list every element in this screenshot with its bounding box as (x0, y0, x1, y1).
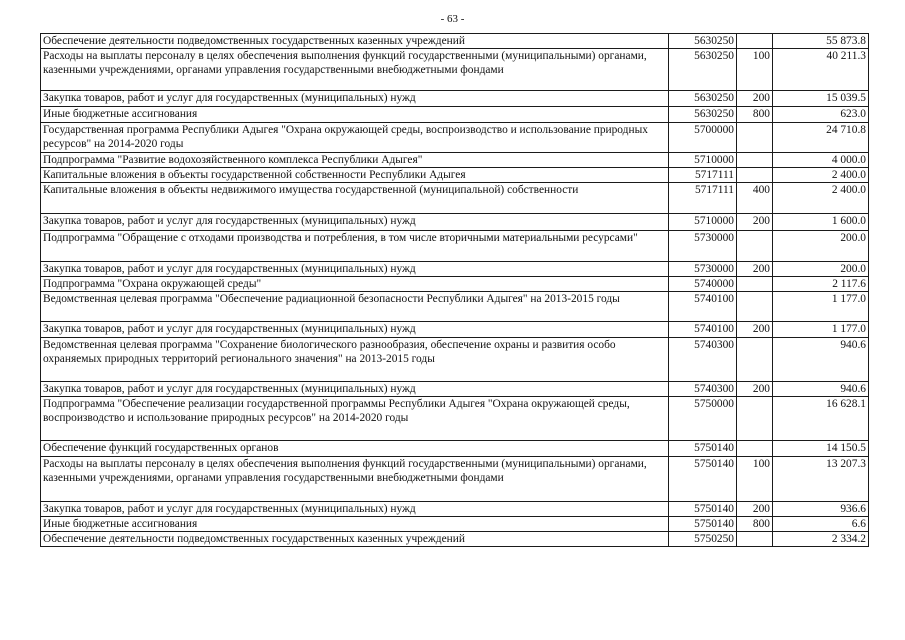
row-amount: 55 873.8 (773, 34, 869, 49)
row-target-code: 5740100 (669, 322, 737, 338)
row-target-code: 5730000 (669, 262, 737, 277)
row-amount: 936.6 (773, 502, 869, 517)
row-expense-type (737, 123, 773, 153)
row-expense-type: 200 (737, 502, 773, 517)
row-target-code: 5717111 (669, 168, 737, 183)
row-description: Закупка товаров, работ и услуг для государственных (муниципальных) нужд (41, 91, 669, 107)
row-amount: 6.6 (773, 517, 869, 532)
row-amount: 1 600.0 (773, 214, 869, 231)
row-expense-type: 100 (737, 457, 773, 502)
row-amount: 24 710.8 (773, 123, 869, 153)
table-row (41, 322, 869, 338)
row-target-code: 5730000 (669, 231, 737, 262)
row-amount: 14 150.5 (773, 441, 869, 457)
table-row (41, 123, 869, 153)
row-amount: 200.0 (773, 262, 869, 277)
table-row (41, 502, 869, 517)
row-amount: 40 211.3 (773, 49, 869, 91)
table-row (41, 153, 869, 168)
table-row (41, 397, 869, 441)
row-description: Закупка товаров, работ и услуг для государственных (муниципальных) нужд (41, 262, 669, 277)
row-description: Капитальные вложения в объекты государственной собственности Республики Адыгея (41, 168, 669, 183)
row-target-code: 5750250 (669, 532, 737, 547)
table-row (41, 382, 869, 397)
row-target-code: 5750140 (669, 517, 737, 532)
row-expense-type: 200 (737, 322, 773, 338)
row-expense-type: 200 (737, 214, 773, 231)
row-expense-type: 200 (737, 262, 773, 277)
row-target-code: 5740100 (669, 292, 737, 322)
row-description: Подпрограмма "Развитие водохозяйственного комплекса Республики Адыгея" (41, 153, 669, 168)
table-row (41, 231, 869, 262)
table-row (41, 292, 869, 322)
row-amount: 15 039.5 (773, 91, 869, 107)
table-row (41, 277, 869, 292)
row-expense-type (737, 153, 773, 168)
row-expense-type (737, 292, 773, 322)
table-row (41, 457, 869, 502)
row-target-code: 5750000 (669, 397, 737, 441)
row-description: Закупка товаров, работ и услуг для государственных (муниципальных) нужд (41, 214, 669, 231)
row-description: Закупка товаров, работ и услуг для государственных (муниципальных) нужд (41, 502, 669, 517)
row-target-code: 5630250 (669, 91, 737, 107)
row-expense-type: 200 (737, 91, 773, 107)
row-amount: 623.0 (773, 107, 869, 123)
row-target-code: 5740300 (669, 338, 737, 382)
row-target-code: 5710000 (669, 153, 737, 168)
table-row (41, 262, 869, 277)
row-amount: 2 400.0 (773, 168, 869, 183)
row-target-code: 5740300 (669, 382, 737, 397)
row-amount: 1 177.0 (773, 322, 869, 338)
row-description: Закупка товаров, работ и услуг для государственных (муниципальных) нужд (41, 322, 669, 338)
table-row (41, 532, 869, 547)
row-description: Иные бюджетные ассигнования (41, 517, 669, 532)
row-expense-type (737, 277, 773, 292)
row-target-code: 5717111 (669, 183, 737, 214)
row-target-code: 5750140 (669, 457, 737, 502)
table-row (41, 91, 869, 107)
row-description: Подпрограмма "Охрана окружающей среды" (41, 277, 669, 292)
row-amount: 2 117.6 (773, 277, 869, 292)
row-target-code: 5710000 (669, 214, 737, 231)
table-row (41, 34, 869, 49)
row-target-code: 5750140 (669, 502, 737, 517)
table-row (41, 168, 869, 183)
row-target-code: 5630250 (669, 49, 737, 91)
budget-table (40, 33, 869, 547)
row-description: Обеспечение функций государственных органов (41, 441, 669, 457)
row-description: Обеспечение деятельности подведомственных государственных казенных учреждений (41, 34, 669, 49)
row-expense-type: 800 (737, 517, 773, 532)
row-amount: 940.6 (773, 338, 869, 382)
table-row (41, 49, 869, 91)
table-row (41, 338, 869, 382)
row-description: Ведомственная целевая программа "Сохранение биологического разнообразия, обеспечение охраны и развития особо охраняемых природных территорий регионального значения" на 2013-2015 годы (41, 338, 669, 382)
row-description: Подпрограмма "Обеспечение реализации государственной программы Республики Адыгея "Охрана окружающей среды, воспроизводство и использование природных ресурсов" на 2014-2020 годы (41, 397, 669, 441)
row-description: Ведомственная целевая программа "Обеспечение радиационной безопасности Республики Адыгея" на 2013-2015 годы (41, 292, 669, 322)
row-description: Закупка товаров, работ и услуг для государственных (муниципальных) нужд (41, 382, 669, 397)
row-expense-type (737, 231, 773, 262)
table-row (41, 517, 869, 532)
page-number: - 63 - (440, 13, 465, 25)
table-row (41, 214, 869, 231)
row-expense-type: 400 (737, 183, 773, 214)
row-expense-type: 800 (737, 107, 773, 123)
row-amount: 200.0 (773, 231, 869, 262)
row-description: Государственная программа Республики Адыгея "Охрана окружающей среды, воспроизводство и использование природных ресурсов" на 2014-2020 годы (41, 123, 669, 153)
table-row (41, 441, 869, 457)
row-amount: 16 628.1 (773, 397, 869, 441)
row-description: Расходы на выплаты персоналу в целях обеспечения выполнения функций государственными (муниципальными) органами, казенными учреждениями, органами управления государственными внебюджетными фондами (41, 457, 669, 502)
row-target-code: 5740000 (669, 277, 737, 292)
row-amount: 2 400.0 (773, 183, 869, 214)
table-row (41, 183, 869, 214)
row-amount: 1 177.0 (773, 292, 869, 322)
table-row (41, 107, 869, 123)
row-expense-type (737, 441, 773, 457)
row-description: Обеспечение деятельности подведомственных государственных казенных учреждений (41, 532, 669, 547)
row-target-code: 5700000 (669, 123, 737, 153)
budget-table-body (41, 34, 869, 547)
row-description: Иные бюджетные ассигнования (41, 107, 669, 123)
row-description: Расходы на выплаты персоналу в целях обеспечения выполнения функций государственными (муниципальными) органами, казенными учреждениями, органами управления государственными внебюджетными фондами (41, 49, 669, 91)
row-description: Подпрограмма "Обращение с отходами производства и потребления, в том числе вторичными материальными ресурсами" (41, 231, 669, 262)
row-expense-type (737, 34, 773, 49)
row-target-code: 5630250 (669, 107, 737, 123)
row-expense-type: 100 (737, 49, 773, 91)
row-target-code: 5630250 (669, 34, 737, 49)
row-expense-type: 200 (737, 382, 773, 397)
row-amount: 940.6 (773, 382, 869, 397)
row-amount: 13 207.3 (773, 457, 869, 502)
row-expense-type (737, 397, 773, 441)
row-amount: 2 334.2 (773, 532, 869, 547)
row-description: Капитальные вложения в объекты недвижимого имущества государственной (муниципальной) собственности (41, 183, 669, 214)
row-target-code: 5750140 (669, 441, 737, 457)
row-amount: 4 000.0 (773, 153, 869, 168)
row-expense-type (737, 338, 773, 382)
row-expense-type (737, 168, 773, 183)
row-expense-type (737, 532, 773, 547)
